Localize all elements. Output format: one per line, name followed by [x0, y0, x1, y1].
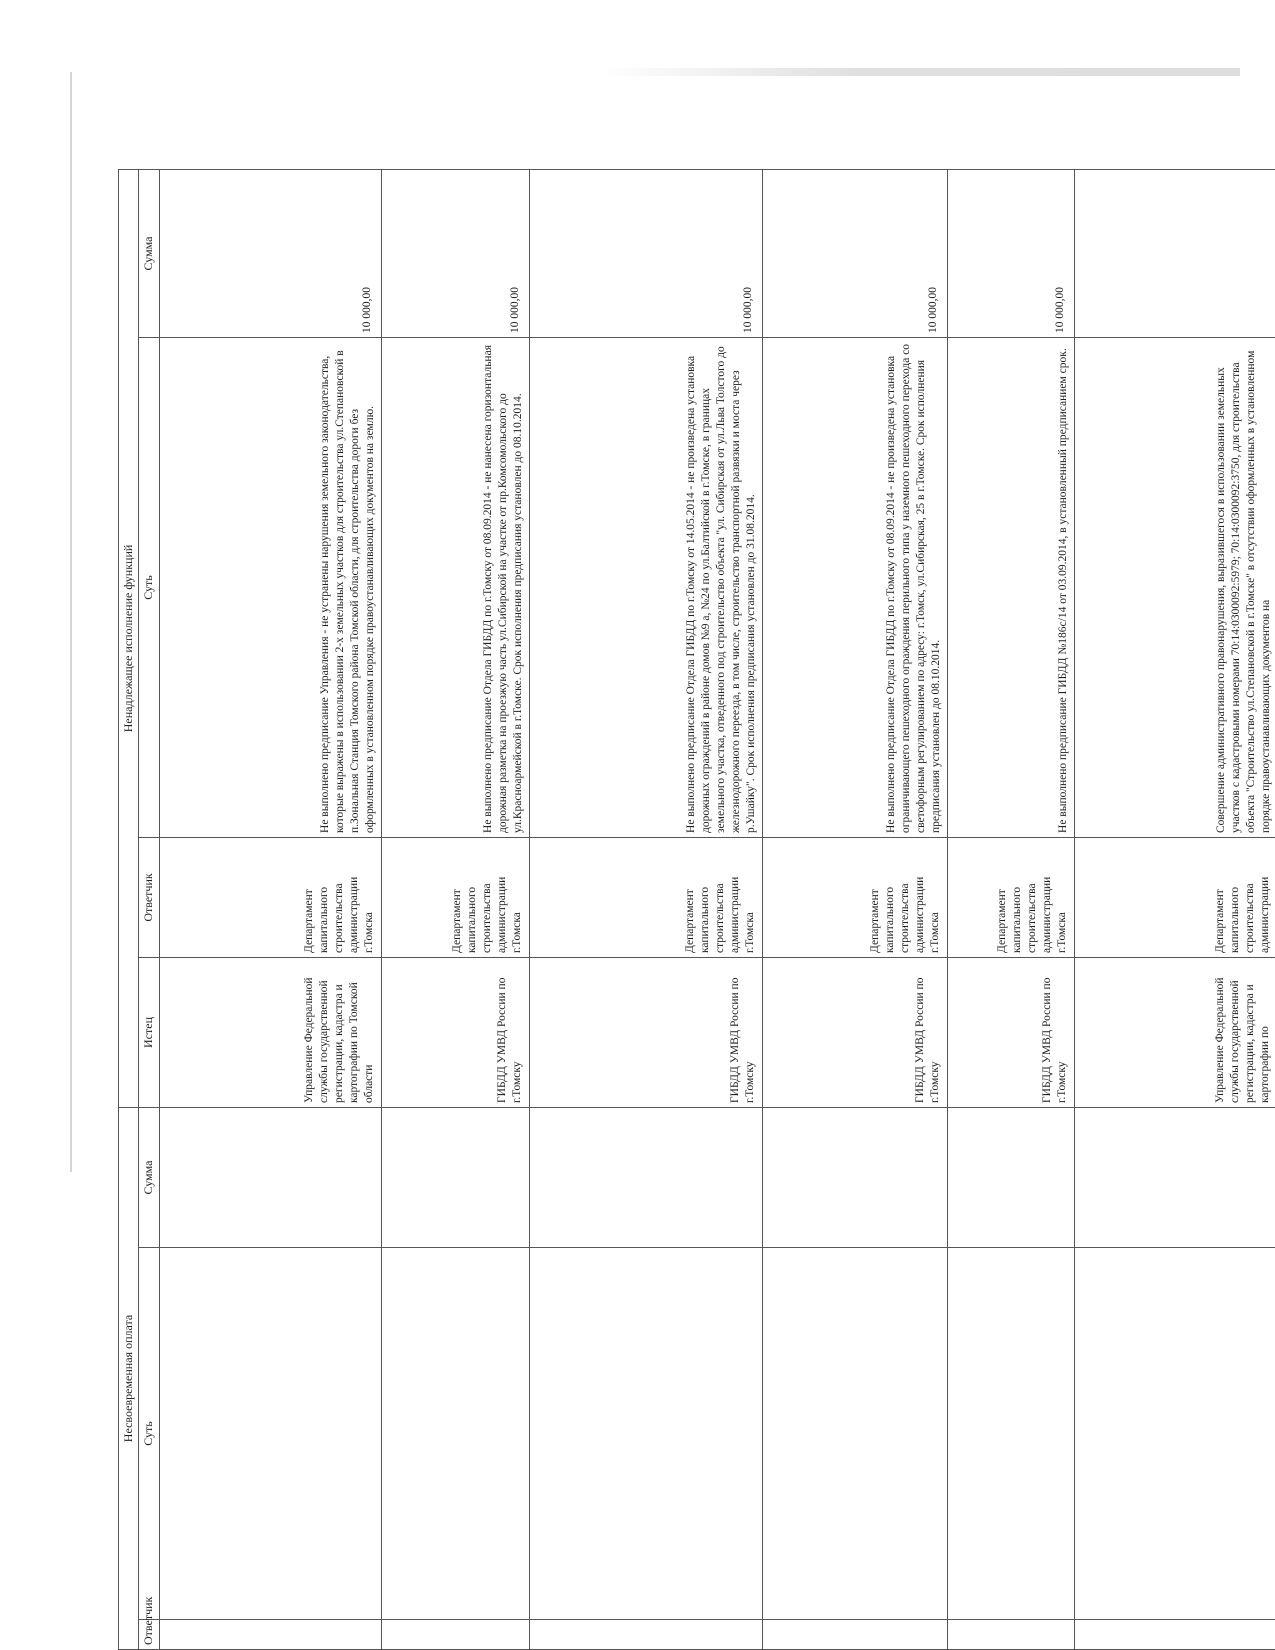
column-header-amount-2: Сумма: [139, 169, 160, 337]
late-amount-cell: [160, 1107, 382, 1247]
violations-table: [118, 169, 1275, 1650]
late-defendant-cell: [160, 1620, 382, 1650]
plaintiff-cell: ГИБДД УМВД России по г.Томску: [530, 957, 763, 1107]
late-essence-cell: [160, 1248, 382, 1620]
late-amount-cell: [530, 1107, 763, 1247]
column-header-defendant-2: Ответчик: [139, 837, 160, 957]
table-row: [762, 169, 947, 1649]
essence-cell: Не выполнено предписание ГИБДД №186с/14 от 03.09.2014, в установленный предписанием срок.: [947, 337, 1074, 837]
late-amount-cell: [382, 1107, 530, 1247]
column-header-amount: Сумма: [139, 1107, 160, 1247]
essence-cell: Не выполнено предписание Отдела ГИБДД по г.Томску от 08.09.2014 - не произведена установка ограничивающего пешеходного ограждения перильного типа у наземного пешеходного перехода со светофорным регулированием по адресу: г.Томск, ул.Сибирская, 25 в г.Томске. Срок исполнения предписания установлен до 08.10.2014.: [762, 337, 947, 837]
column-header-essence-2: Суть: [139, 337, 160, 837]
late-amount-cell: [947, 1107, 1074, 1247]
plaintiff-cell: Управление Федеральной службы государственной регистрации, кадастра и картографии по Томской области: [160, 957, 382, 1107]
late-defendant-cell: [947, 1620, 1074, 1650]
amount-cell: 10 000,00: [382, 169, 530, 337]
rotated-table-sheet: [118, 170, 1275, 1650]
group-header-late-payment: Несвоевременная оплата: [119, 1107, 139, 1649]
late-essence-cell: [382, 1248, 530, 1620]
plaintiff-cell: Управление Федеральной службы государственной регистрации, кадастра и картографии по: [1074, 957, 1275, 1107]
table-row: [382, 169, 530, 1649]
late-essence-cell: [1074, 1248, 1275, 1620]
column-header-defendant: Ответчик: [139, 1620, 160, 1650]
amount-cell: 10 000,00: [160, 169, 382, 337]
defendant-cell: Департамент капитального строительства администрации г.Томска: [762, 837, 947, 957]
late-essence-cell: [530, 1248, 763, 1620]
late-defendant-cell: [530, 1620, 763, 1650]
defendant-cell: Департамент капитального строительства администрации г.Томска: [382, 837, 530, 957]
amount-cell: 10 000,00: [530, 169, 763, 337]
column-header-essence: Суть: [139, 1248, 160, 1620]
defendant-cell: Департамент капитального строительства администрации г.Томска: [530, 837, 763, 957]
essence-cell: Совершение административного правонарушения, выразившегося в использовании земельных участков с кадастровыми номерами 70:14:0300092:5979; 70:14:0300092:3750, для строительства объекта "Строительство ул.Степановской в г.Томске" в отсутствии оформленных в установленном порядке правоустанавливающих документов на: [1074, 337, 1275, 837]
essence-cell: Не выполнено предписание Отдела ГИБДД по г.Томску от 14.05.2014 - не произведена установка дорожных ограждений в районе домов №9 а, №24 по ул.Балтийской в г.Томске, в границах земельного участка, отведенного под строительство объекта "ул. Сибирская от ул.Льва Толстого до железнодорожного переезда, в том числе, строительство транспортной развязки и моста через р.Ушайку". Срок исполнения предписания установлен до 31.08.2014.: [530, 337, 763, 837]
amount-cell: [1074, 169, 1275, 337]
late-essence-cell: [762, 1248, 947, 1620]
late-defendant-cell: [382, 1620, 530, 1650]
column-header-plaintiff: Истец: [139, 957, 160, 1107]
table-row: [1074, 169, 1275, 1649]
plaintiff-cell: ГИБДД УМВД России по г.Томску: [762, 957, 947, 1107]
defendant-cell: Департамент капитального строительства администрации г.Томска: [160, 837, 382, 957]
late-amount-cell: [762, 1107, 947, 1247]
late-defendant-cell: [1074, 1620, 1275, 1650]
amount-cell: 10 000,00: [947, 169, 1074, 337]
plaintiff-cell: ГИБДД УМВД России по г.Томску: [382, 957, 530, 1107]
table-row: [530, 169, 763, 1649]
scan-shadow: [600, 68, 1240, 76]
defendant-cell: Департамент капитального строительства администрации: [1074, 837, 1275, 957]
late-defendant-cell: [762, 1620, 947, 1650]
amount-cell: 10 000,00: [762, 169, 947, 337]
late-essence-cell: [947, 1248, 1074, 1620]
plaintiff-cell: ГИБДД УМВД России по г.Томску: [947, 957, 1074, 1107]
essence-cell: Не выполнено предписание Управления - не устранены нарушения земельного законодательства, которые выражены в использовании 2-х земельных участков для строительства ул.Степановской в п.Зональная Станция Томского района Томской области, для строительства дороги без оформленных в установленном порядке правоустанавливающих документов на землю.: [160, 337, 382, 837]
group-header-improper-performance: Ненадлежащее исполнение функций: [119, 169, 139, 1107]
table-row: [160, 169, 382, 1649]
table-row: [947, 169, 1074, 1649]
essence-cell: Не выполнено предписание Отдела ГИБДД по г.Томску от 08.09.2014 - не нанесена горизонтальная дорожная разметка на проезжую часть ул.Сибирской на участке от пр.Комсомольского до ул.Красноармейской в г.Томске. Срок исполнения предписания установлен до 08.10.2014.: [382, 337, 530, 837]
scan-edge-line: [70, 72, 72, 1172]
late-amount-cell: [1074, 1107, 1275, 1247]
defendant-cell: Департамент капитального строительства администрации г.Томска: [947, 837, 1074, 957]
